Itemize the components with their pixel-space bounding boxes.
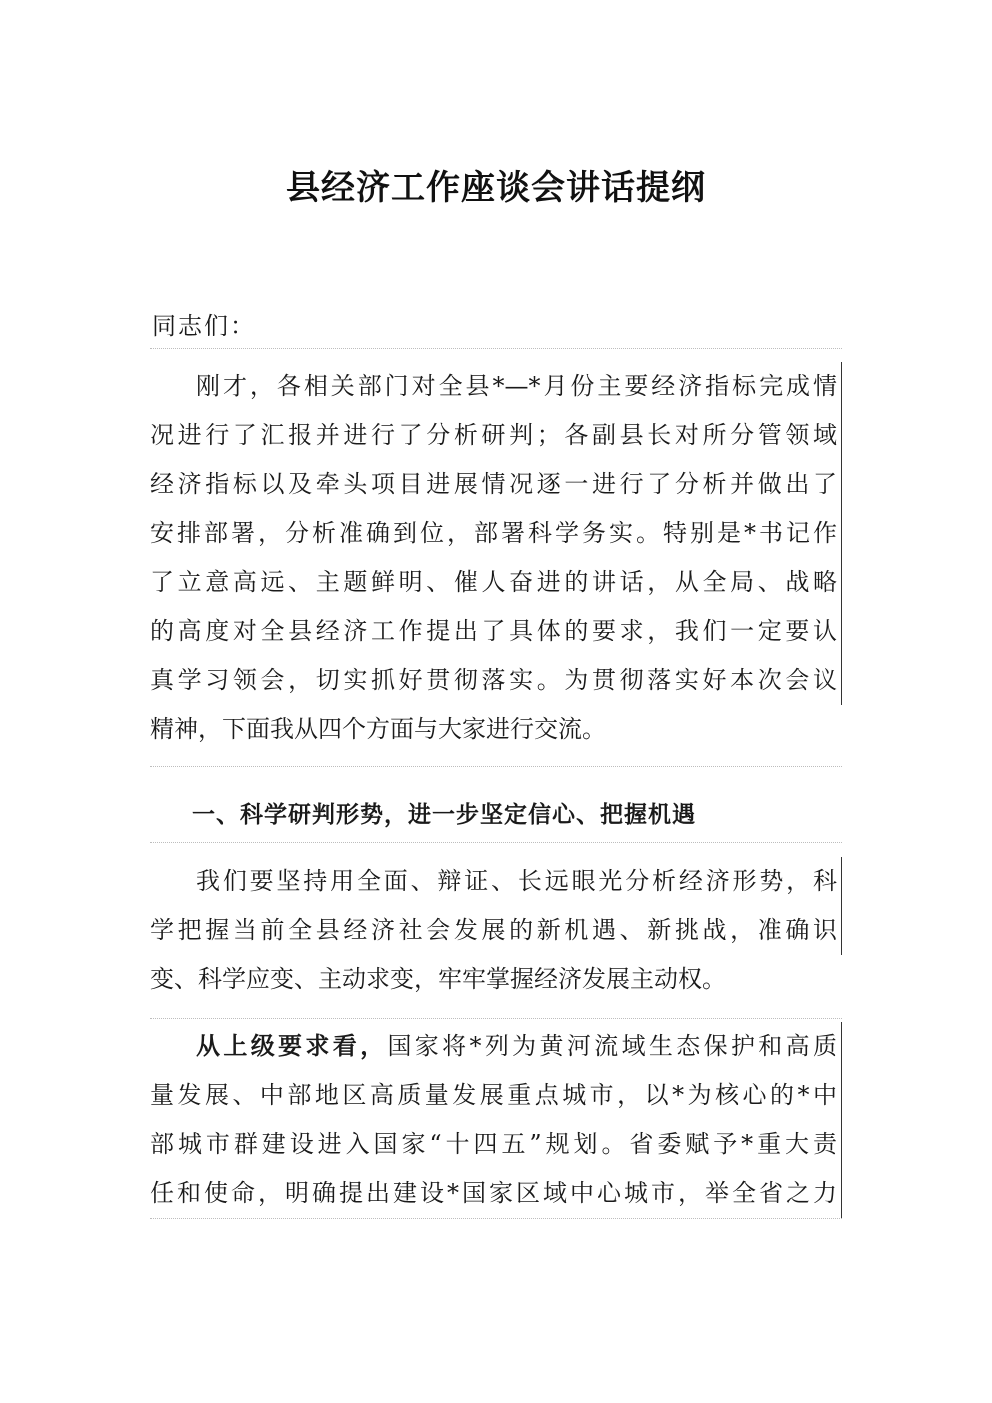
- paragraph-intro: [150, 348, 842, 767]
- paragraph-line: 部城市群建设进入国家“十四五”规划。省委赋予*重大责: [150, 1120, 842, 1169]
- paragraph-text: 国家将*列为黄河流域生态保护和高质: [387, 1032, 838, 1060]
- paragraph-line: 刚才，各相关部门对全县*—*月份主要经济指标完成情: [150, 362, 842, 411]
- paragraph-situation: [150, 842, 842, 1019]
- paragraph-line: 任和使命，明确提出建设*国家区域中心城市，举全省之力: [150, 1169, 842, 1218]
- bold-lead-text: 从上级要求看，: [196, 1032, 388, 1060]
- paragraph-line: 我们要坚持用全面、辩证、长远眼光分析经济形势，科: [150, 857, 842, 906]
- paragraph-line: 真学习领会，切实抓好贯彻落实。为贯彻落实好本次会议: [150, 656, 842, 705]
- paragraph-line: 况进行了汇报并进行了分析研判；各副县长对所分管领域: [150, 411, 842, 460]
- paragraph-line: 变、科学应变、主动求变，牢牢掌握经济发展主动权。: [150, 965, 726, 993]
- section-heading: 一、科学研判形势，进一步坚定信心、把握机遇: [192, 802, 696, 828]
- paragraph-line: 经济指标以及牵头项目进展情况逐一进行了分析并做出了: [150, 460, 842, 509]
- paragraph-line: 量发展、中部地区高质量发展重点城市，以*为核心的*中: [150, 1071, 842, 1120]
- paragraph-line: 学把握当前全县经济社会发展的新机遇、新挑战，准确识: [150, 906, 842, 955]
- paragraph-line: 精神，下面我从四个方面与大家进行交流。: [150, 715, 606, 743]
- paragraph-line: [150, 1022, 842, 1071]
- paragraph-line: 安排部署，分析准确到位，部署科学务实。特别是*书记作: [150, 509, 842, 558]
- salutation: 同志们：: [152, 312, 256, 340]
- paragraph-line: 了立意高远、主题鲜明、催人奋进的讲话，从全局、战略: [150, 558, 842, 607]
- paragraph-line: 的高度对全县经济工作提出了具体的要求，我们一定要认: [150, 607, 842, 656]
- paragraph-superior-requirements: [150, 1022, 842, 1219]
- document-title: 县经济工作座谈会讲话提纲: [286, 168, 706, 208]
